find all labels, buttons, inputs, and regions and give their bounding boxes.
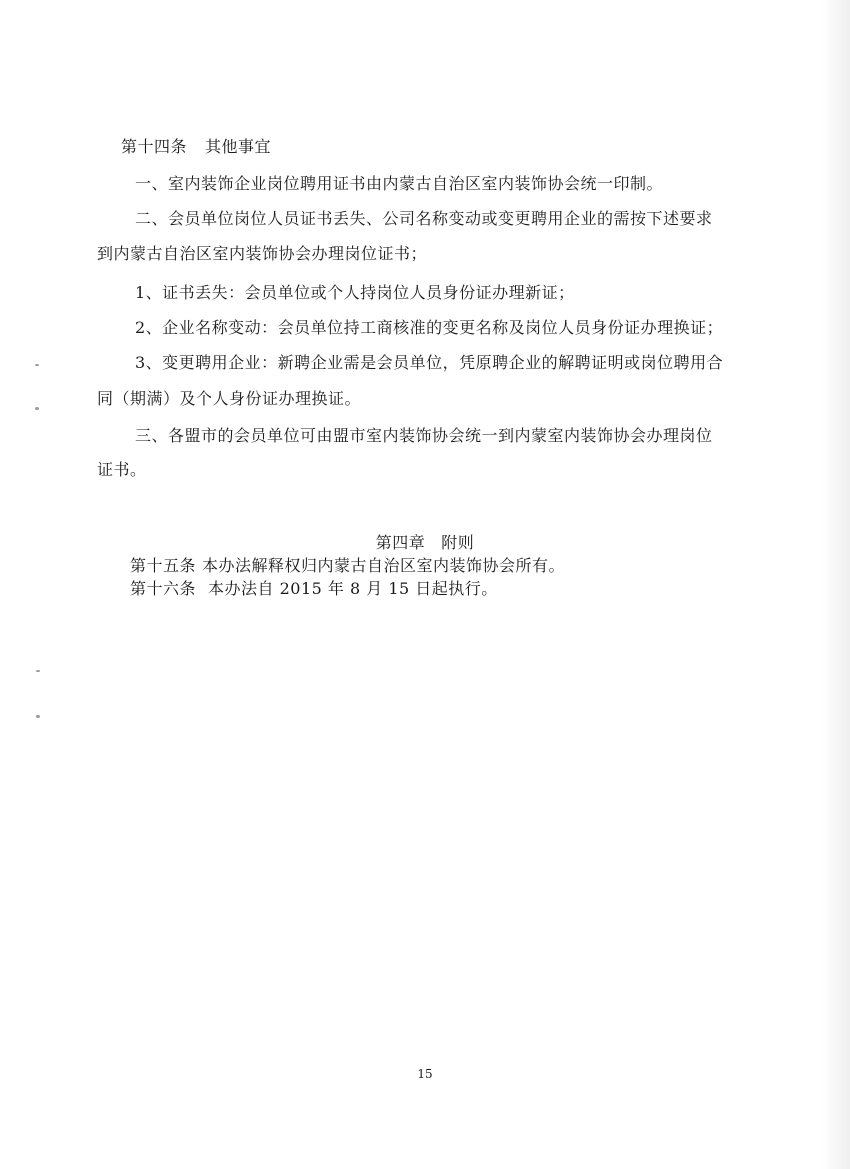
article-16-number: 第十六条 (130, 579, 197, 598)
article-14-paragraph-3-line-2: 证书。 (97, 460, 147, 479)
scan-speck (36, 670, 40, 672)
article-15-text: 本办法解释权归内蒙古自治区室内装饰协会所有。 (202, 556, 566, 575)
chapter-4-number: 第四章 (375, 533, 426, 552)
scan-speck (35, 407, 39, 410)
article-14-item-1: 1、证书丢失：会员单位或个人持岗位人员身份证办理新证； (135, 283, 575, 302)
article-14-title: 其他事宜 (205, 137, 272, 156)
scan-edge-shading (822, 0, 850, 1169)
article-16-text: 本办法自 2015 年 8 月 15 日起执行。 (208, 579, 498, 598)
article-16 (130, 578, 498, 600)
article-14-item-3-line-2: 同（期满）及个人身份证办理换证。 (97, 389, 362, 408)
scan-speck (35, 364, 39, 366)
article-14-paragraph-1: 一、室内装饰企业岗位聘用证书由内蒙古自治区室内装饰协会统一印制。 (135, 174, 664, 193)
article-14-item-3-line-1: 3、变更聘用企业：新聘企业需是会员单位，凭原聘企业的解聘证明或岗位聘用合 (135, 353, 724, 372)
article-14-heading (121, 136, 271, 158)
article-15-number: 第十五条 (130, 556, 197, 575)
article-15 (130, 555, 565, 577)
chapter-4-heading (0, 532, 850, 554)
article-14-item-2: 2、企业名称变动：会员单位持工商核准的变更名称及岗位人员身份证办理换证； (135, 318, 724, 337)
page-number: 15 (417, 1067, 433, 1081)
article-14-paragraph-3-line-1: 三、各盟市的会员单位可由盟市室内装饰协会统一到内蒙室内装饰协会办理岗位 (135, 426, 713, 445)
scan-speck (36, 715, 40, 718)
article-14-paragraph-2-line-2: 到内蒙古自治区室内装饰协会办理岗位证书； (97, 244, 428, 263)
chapter-4-title: 附则 (441, 533, 475, 552)
article-14-number: 第十四条 (121, 137, 188, 156)
article-14-paragraph-2-line-1: 二、会员单位岗位人员证书丢失、公司名称变动或变更聘用企业的需按下述要求 (135, 209, 713, 228)
